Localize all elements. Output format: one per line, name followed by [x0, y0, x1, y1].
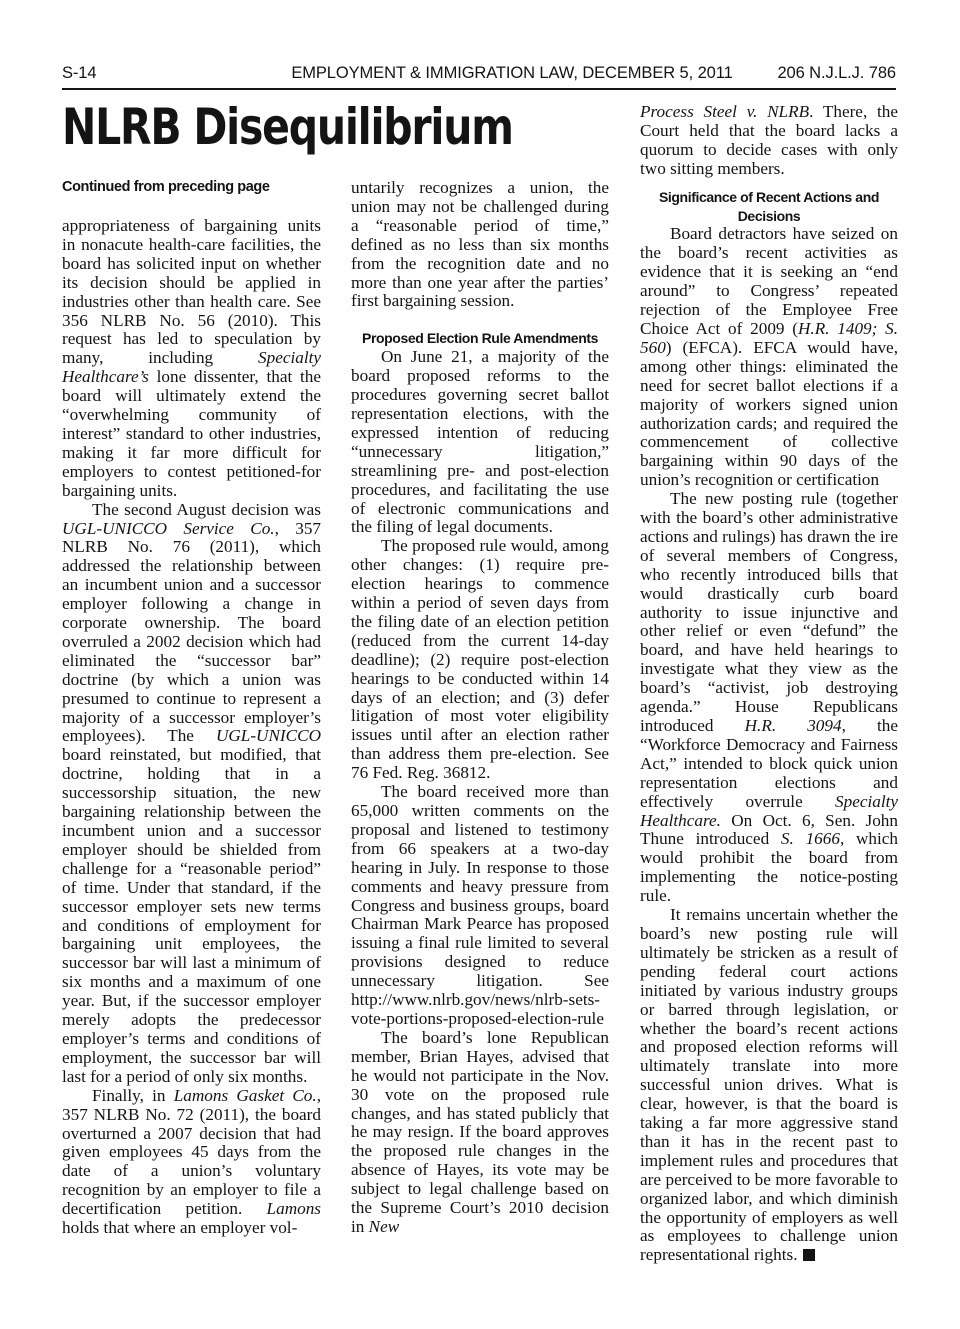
paragraph: The new posting rule (together with the board’s other administrative actions and rulings) has drawn the ire of several members of Congress, who recently introduced bills that would drastically curb board authority to issue injunctive and other relief or even “defund” the board, and have held hearings to investigate what they view as the board’s “activist, job destroying agenda.” House Republicans introduced H.R. 3094, the “Workforce Democracy and Fairness Act,” intended to block quick union representation elections and effectively overrule Specialty Healthcare. On Oct. 6, Sen. John Thune introduced S. 1666, which would prohibit the board from implementing the notice-posting rule.: [640, 489, 898, 906]
paragraph: The second August decision was UGL-UNICCO Service Co., 357 NLRB No. 76 (2011), which addressed the relationship between an incumbent union and a successor employer following a change in corporate ownership. The board overruled a 2002 decision which had eliminated the “successor bar” doctrine (by which a union was presumed to continue to represent a majority of a successor employer’s employees). The UGL-UNICCO board reinstated, but modified, that doctrine, holding that in a successorship situation, the new bargaining relationship between the incumbent union and a successor employer should be shielded from challenge for a “reasonable period” of time. Under that standard, if the successor employer sets new terms and conditions of employment for bargaining unit employees, the successor bar will last a minimum of six months and a maximum of one year. But, if the successor employer merely adopts the predecessor employer’s terms and conditions of employment, the successor bar will last for a period of only six months.: [62, 499, 321, 1086]
subhead-significance: Significance of Recent Actions and Decisions: [658, 188, 880, 224]
paragraph: untarily recognizes a union, the union may not be challenged during a “reasonable period of time,” defined as no less than six months from the recognition date and no more than one year after the parties’ first bargaining session.: [351, 178, 609, 311]
subhead-proposed-election-rule: Proposed Election Rule Amendments: [362, 330, 598, 347]
publication-line: EMPLOYMENT & IMMIGRATION LAW, DECEMBER 5, 2011: [291, 64, 733, 82]
column-3: [640, 103, 898, 1265]
paragraph: It remains uncertain whether the board’s new posting rule will ultimately be stricken as a result of pending federal court actions initiated by various industry groups or barred through legislation, or whether the board’s recent actions and proposed election reforms will ultimately translate into more successful union drives. What is clear, however, is that the board is taking a far more aggressive stand than it has in the recent past to implement rules and procedures that are perceived to be more favorable to organized labor, and which diminish the opportunity of employers as well as employees to challenge union representational rights.: [640, 905, 898, 1265]
paragraph: The board received more than 65,000 written comments on the proposal and listened to testimony from 66 speakers at a two-day hearing in July. In response to those comments and heavy pressure from Congress and business groups, board Chairman Mark Pearce has proposed issuing a final rule limited to several provisions designed to reduce unnecessary litigation. See http://www.nlrb.gov/news/nlrb-sets-vote-portions-proposed-election-rule: [351, 782, 609, 1028]
column-2: [351, 179, 609, 1237]
citation: 206 N.J.L.J. 786: [777, 64, 896, 82]
continued-label: Continued from preceding page: [62, 179, 270, 195]
paragraph: The board’s lone Republican member, Brian Hayes, advised that he would not participate in the Nov. 30 vote on the proposed rule changes, and has stated publicly that he may resign. If the board approves the proposed rule changes in the absence of Hayes, its vote may be subject to legal challenge based on the Supreme Court’s 2010 decision in New: [351, 1027, 609, 1236]
paragraph: Process Steel v. NLRB. There, the Court held that the board lacks a quorum to decide cases with only two sitting members.: [640, 102, 898, 178]
paragraph: Finally, in Lamons Gasket Co., 357 NLRB No. 72 (2011), the board overturned a 2007 decision that had given employees 45 days from the date of a union’s voluntary recognition by an employer to file a decertification petition. Lamons holds that where an employer vol-: [62, 1085, 321, 1238]
paragraph: On June 21, a majority of the board proposed reforms to the procedures governing secret ballot representation elections, with the expressed intention of reducing “unnecessary litigation,” streamlining pre- and post-election procedures, and facilitating the use of electronic communications and the filing of legal documents.: [351, 347, 609, 537]
page-number: S-14: [62, 64, 97, 82]
running-header: [62, 64, 896, 86]
column-1: [62, 217, 321, 1238]
paragraph: The proposed rule would, among other changes: (1) require pre-election hearings to commence within a period of seven days from the filing date of an election petition (reduced from the current 14-day deadline); (2) require post-election hearings to be conducted within 14 days of an election; and (3) defer litigation of most voter eligibility issues until after an election rather than address them pre-election. See 76 Fed. Reg. 36812.: [351, 536, 609, 783]
paragraph: appropriateness of bargaining units in nonacute health-care facilities, the board has solicited input on whether its decision should be applied in industries other than health care. See 356 NLRB No. 56 (2010). This request has led to speculation by many, including Specialty Healthcare’s lone dissenter, that the board will ultimately extend the “overwhelming community of interest” standard to other industries, making it far more difficult for employers to contest petitioned-for bargaining units.: [62, 216, 321, 500]
header-rule: [62, 88, 896, 90]
article-title: NLRB Disequilibrium: [62, 98, 513, 156]
paragraph: Board detractors have seized on the board’s recent activities as evidence that it is seeking an “end around” to Congress’ repeated rejection of the Employee Free Choice Act of 2009 (H.R. 1409; S. 560) (EFCA). EFCA would have, among other things: eliminated the need for secret ballot elections if a majority of workers signed union authorization cards; and required the commencement of collective bargaining within 90 days of the union’s recognition or certification: [640, 224, 899, 490]
end-of-article-mark: [803, 1249, 815, 1261]
